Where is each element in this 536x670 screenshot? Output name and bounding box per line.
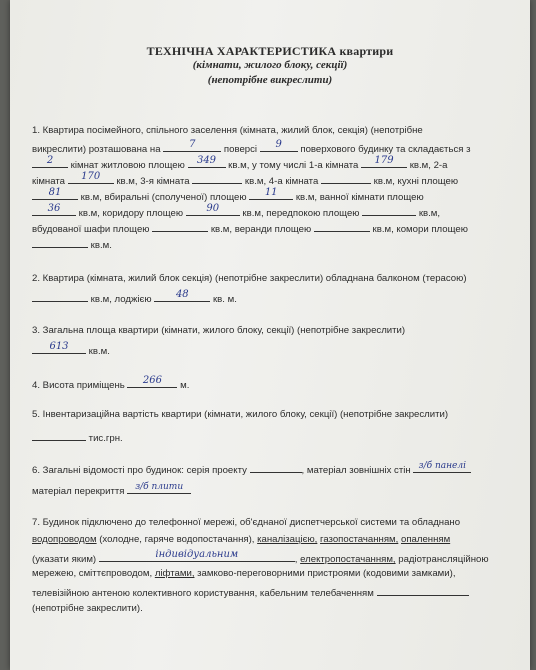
document-subtitle: (кімнати, жилого блоку, секції)	[192, 59, 348, 71]
section-1-line-4: кімната 170 кв.м, 3-я кімната кв.м, 4-а кімната кв.м, кухні площею	[32, 171, 459, 187]
document-note: (непотрібне викреслити)	[207, 74, 333, 86]
toilet-field: 11	[249, 189, 293, 200]
section-7-line-3: (указати яким) індивідуальним , електропостачанням, радіотрансляційною	[32, 549, 489, 565]
wardrobe-field	[152, 221, 208, 232]
section-7-line-1: 7. Будинок підключено до телефонної мережі, об'єднаної диспетчерської системи та обладнано	[32, 517, 461, 528]
hallway-field	[362, 205, 416, 216]
section-1-line-6: 36 кв.м, коридору площею 90 кв.м, передпокою площею кв.м,	[32, 205, 440, 220]
bath-field: 36	[32, 205, 76, 216]
section-3-line-1: 3. Загальна площа квартири (кімнати, жилого блоку, секції) (непотрібне закреслити)	[32, 325, 406, 336]
section-1-line-5: 81 кв.м, вбиральні (сполученої) площею 11 кв.м, ванної кімнати площею	[32, 189, 424, 204]
section-5-line-1: 5. Інвентаризаційна вартість квартири (кімнати, жилого блоку, секції) (непотрібне закреслити)	[32, 409, 449, 420]
rooms-field: 2	[32, 157, 68, 168]
room2-field: 170	[68, 173, 114, 184]
storage-field	[32, 237, 88, 248]
walls-field: з/б панелі	[413, 462, 471, 473]
corridor-field: 90	[186, 205, 240, 216]
section-4-line: 4. Висота приміщень 266 м.	[32, 375, 190, 391]
room1-field: 179	[361, 157, 407, 168]
series-field	[250, 462, 302, 473]
section-1-line-1: 1. Квартира посімейного, спільного заселення (кімната, жилий блок, секція) (непотрібне	[32, 125, 423, 136]
kitchen-field: 81	[32, 189, 78, 200]
section-3-line-2: 613 кв.м.	[32, 343, 110, 358]
document-title: ТЕХНІЧНА ХАРАКТЕРИСТИКА квартири	[146, 44, 394, 58]
section-1-line-2: викреслити) розташована на 7 поверсі 9 поверхового будинку та складається з	[32, 139, 471, 155]
section-7-line-6: (непотрібне закреслити).	[32, 603, 143, 614]
section-1-line-3: 2 кімнат житловою площею 349 кв.м, у тому числі 1-а кімната 179 кв.м, 2-а	[32, 157, 447, 172]
section-6-line-1: 6. Загальні відомості про будинок: серія проекту , матеріал зовнішніх стін з/б панелі	[32, 462, 471, 477]
cable-tv-field	[377, 585, 469, 596]
section-5-line-2: тис.грн.	[32, 430, 123, 445]
section-7-line-5: телевізійною антеною колективного користування, кабельним телебаченням	[32, 585, 469, 600]
section-7-line-4: мережею, сміттєпроводом, ліфтами, замково-переговорними пристроями (кодовими замками),	[32, 568, 456, 579]
living-area-field: 349	[188, 157, 226, 168]
section-7-line-2: водопроводом (холодне, гаряче водопостачання), каналізацією, газопостачанням, опаленням	[32, 534, 451, 545]
floors-total-field: 9	[260, 141, 298, 152]
floor-field: 7	[163, 141, 221, 152]
section-2-line-1: 2. Квартира (кімната, жилий блок секція) (непотрібне закреслити) обладнана балконом (терасою)	[32, 273, 467, 284]
veranda-field	[314, 221, 370, 232]
section-2-line-2: кв.м, лоджією 48 кв. м.	[32, 291, 237, 306]
section-1-line-8: кв.м.	[32, 237, 112, 252]
floor-material-field: з/б плити	[127, 483, 191, 494]
loggia-field: 48	[154, 291, 210, 302]
total-area-field: 613	[32, 343, 86, 354]
document-page	[10, 0, 530, 670]
room3-field	[192, 173, 242, 184]
height-field: 266	[127, 377, 177, 388]
section-1-line-7: вбудованої шафи площею кв.м, веранди площею кв.м, комори площею	[32, 221, 468, 236]
section-6-line-2: матеріал перекриття з/б плити	[32, 483, 191, 498]
room4-field	[321, 173, 371, 184]
balcony-field	[32, 291, 88, 302]
value-field	[32, 430, 86, 441]
heating-field: індивідуальним	[99, 551, 295, 562]
